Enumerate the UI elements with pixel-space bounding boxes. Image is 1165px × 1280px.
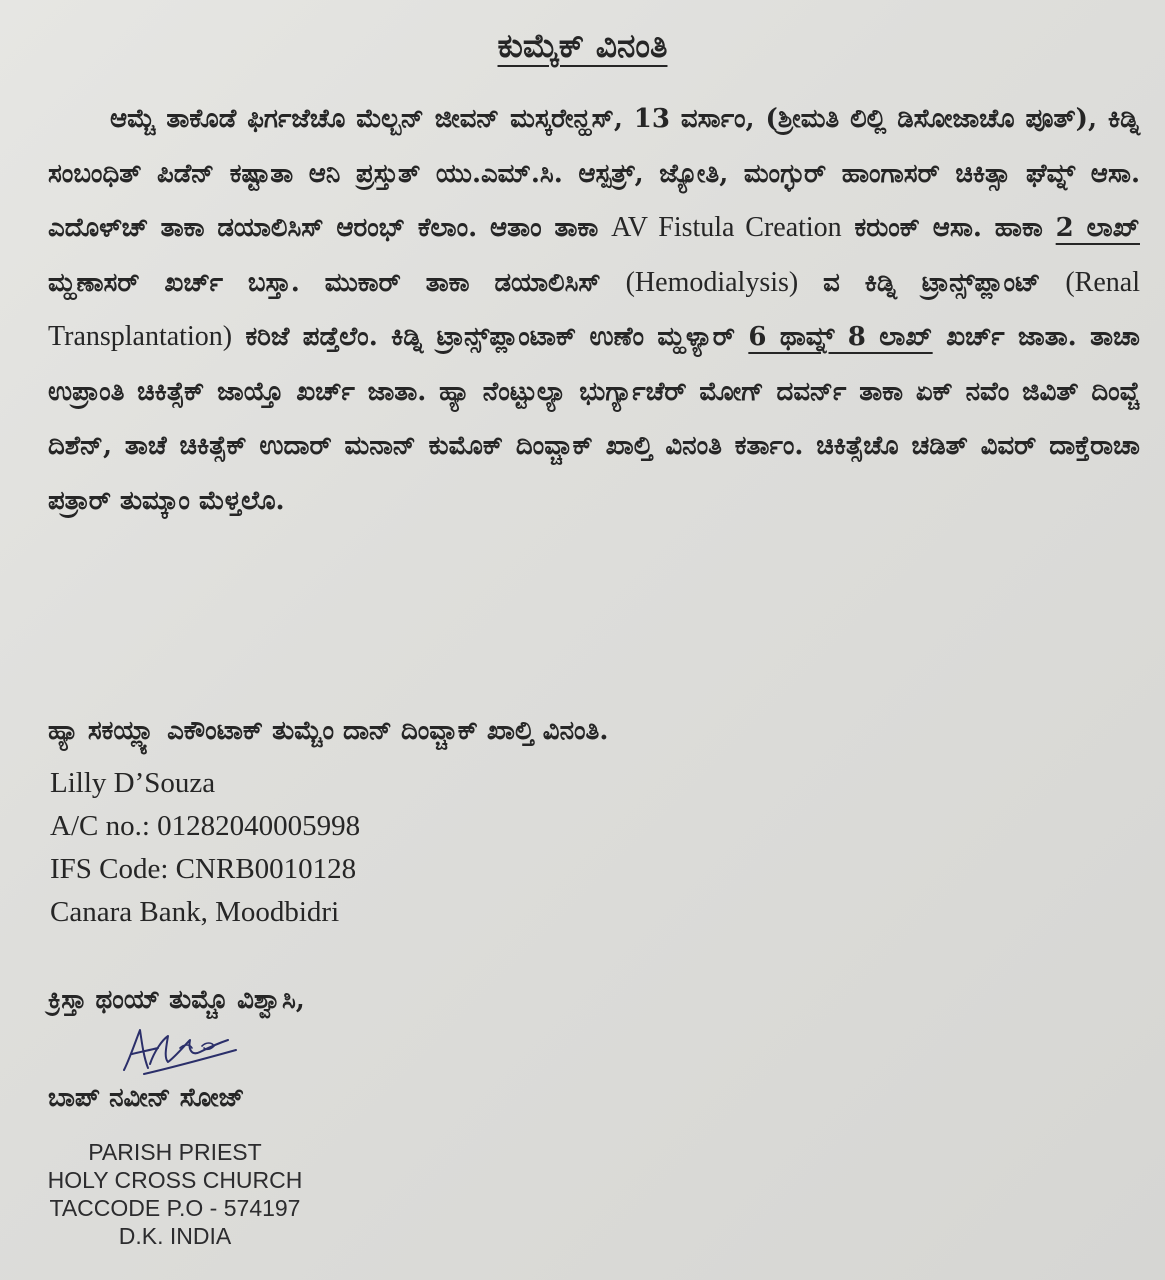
letter-title: ಕುಮ್ಕೆಕ್ ವಿನಂತಿ (497, 26, 668, 65)
bank-branch: Canara Bank, Moodbidri (50, 896, 340, 928)
body-text-1: ಆಮ್ಚೆ ತಾಕೊಡೆ ಫಿರ್ಗಜೆಚೊ ಮೆಲ್ಬನ್ ಜೀವನ್ ಮಸ್ಕರೇನ್ಹಸ್, 13 ವರ್ಸಾಂ, (ಶ್ರೀಮತಿ ಲಿಲ್ಲಿ ಡಿಸೋಜಾಚೊ ಪೂತ್), ಕಿಡ್ನಿ ಸಂಬಂಧಿತ್ ಪಿಡೆನ್ ಕಷ್ಟಾತಾ ಆನಿ ಪ್ರಸ್ತುತ್ ಯು.ಎಮ್.ಸಿ. ಆಸ್ಪತ್ರ್, ಜ್ಯೋತಿ, ಮಂಗ್ಳುರ್ ಹಾಂಗಾಸರ್ ಚಿಕಿತ್ಸಾ ಘೆವ್ನ್ ಆಸಾ. ಎದೊಳ್‌ಚ್ ತಾಕಾ ಡಯಾಲಿಸಿಸ್ ಆರಂಭ್ ಕೆಲಾಂ. ಆತಾಂ ತಾಕಾ (48, 104, 1140, 243)
stamp-line-region: D.K. INDIA (118, 1223, 232, 1249)
priest-name: ಬಾಪ್ ನವೀನ್ ಸೋಜ್ (48, 1083, 245, 1113)
stamp-line-title: PARISH PRIEST (88, 1139, 262, 1165)
body-text-6: ಖರ್ಚ್ ಜಾತಾ. ತಾಚಾ ಉಪ್ರಾಂತಿ ಚಿಕಿತ್ಸೆಕ್ ಜಾಯ್ತೊ ಖರ್ಚ್ ಜಾತಾ. ಹ್ಯಾ ನೆಂಟ್ಟುಲ್ಯಾ ಭುರ್ಗ್ಯಾಚೆರ್ ಮೋಗ್ ದವರ್ನ್ ತಾಕಾ ಏಕ್ ನವೆಂ ಜಿವಿತ್ ದಿಂವ್ಚೆ ದಿಶೆನ್, ತಾಚೆ ಚಿಕಿತ್ಸೆಕ್ ಉದಾರ್ ಮನಾನ್ ಕುಮೊಕ್ ದಿಂವ್ಚಾಕ್ ಖಾಲ್ತಿ ವಿನಂತಿ ಕರ್ತಾಂ. ಚಿಕಿತ್ಸೆಚೊ ಚಡಿತ್ ವಿವರ್ ದಾಕ್ತೆರಾಚಾ ಪತ್ರಾರ್ ತುಮ್ಕಾಂ ಮೆಳ್ತಲೊ. (48, 322, 1140, 516)
account-holder: Lilly D’Souza (50, 767, 216, 799)
term-av-fistula: AV Fistula Creation (611, 212, 842, 243)
signature-mark (110, 1018, 250, 1084)
ifs-code: IFS Code: CNRB0010128 (50, 853, 357, 885)
body-text-4: ವ ಕಿಡ್ನಿ ಟ್ರಾನ್ಸ್‌ಪ್ಲಾಂಟ್ (798, 267, 1066, 298)
closing-salutation: ಕ್ರಿಸ್ತಾ ಥಂಯ್ ತುಮ್ಚೊ ವಿಶ್ವಾಸಿ, (48, 985, 305, 1015)
body-text-5: ಕರಿಜೆ ಪಡ್ತೆಲೆಂ. ಕಿಡ್ನಿ ಟ್ರಾನ್ಸ್‌ಪ್ಲಾಂಟಾಕ್ ಉಣೆಂ ಮ್ಹಳ್ಯಾರ್ (232, 322, 749, 352)
bank-details (50, 762, 360, 934)
amount-six-to-eight-lakh: 6 ಥಾವ್ನ್ 8 ಲಾಖ್ (748, 322, 933, 352)
donation-request-line: ಹ್ಯಾ ಸಕಯ್ಲ್ಯಾ ಎಕೌಂಟಾಕ್ ತುಮ್ಚೆಂ ದಾನ್ ದಿಂವ್ಚಾಕ್ ಖಾಲ್ತಿ ವಿನಂತಿ. (48, 716, 609, 746)
stamp-line-postal: TACCODE P.O - 574197 (49, 1195, 301, 1221)
term-hemodialysis: (Hemodialysis) (625, 266, 799, 298)
amount-two-lakh: 2 ಲಾಖ್ (1055, 213, 1140, 243)
parish-stamp (30, 1138, 320, 1250)
body-text-2: ಕರುಂಕ್ ಆಸಾ. ಹಾಕಾ (841, 213, 1056, 243)
appeal-paragraph (48, 92, 1140, 528)
stamp-line-church: HOLY CROSS CHURCH (47, 1167, 303, 1193)
body-text-3: ಮ್ಹಣಾಸರ್ ಖರ್ಚ್ ಬಸ್ತಾ. ಮುಕಾರ್ ತಾಕಾ ಡಯಾಲಿಸಿಸ್ (48, 267, 626, 298)
account-number: A/C no.: 01282040005998 (50, 810, 361, 842)
term-renal-transplantation: (Renal Transplantation) (48, 266, 1140, 352)
